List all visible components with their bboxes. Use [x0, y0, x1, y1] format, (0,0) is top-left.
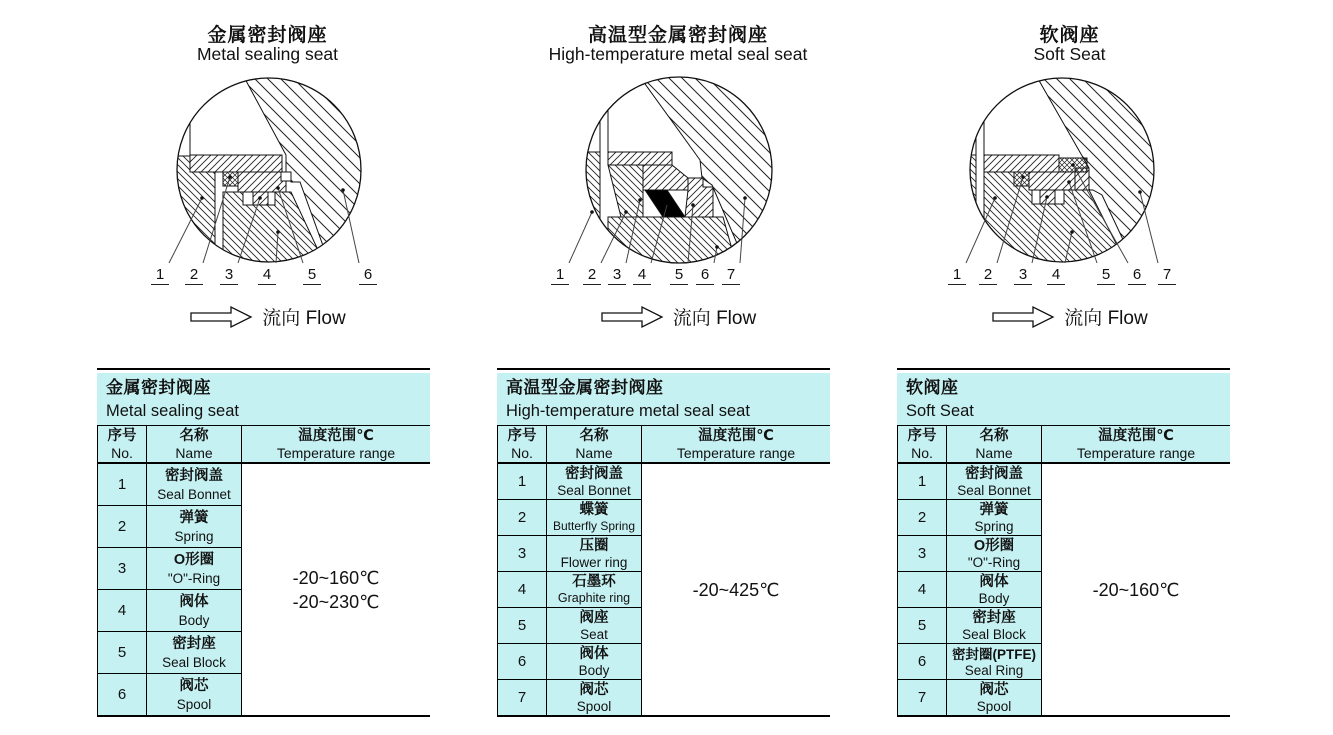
diagram-title-en: Soft Seat — [1033, 44, 1106, 64]
flow-indicator — [497, 303, 859, 330]
table-row: 6 阀体 Body — [497, 644, 642, 680]
table-row: 7 阀芯 Spool — [497, 680, 642, 715]
table-bottom-rule — [897, 715, 1230, 717]
table-title-en: High-temperature metal seal seat — [506, 402, 750, 420]
column-header-name: 名称 Name — [147, 426, 242, 462]
table-row: 2 弹簧 Spring — [97, 506, 242, 548]
table-body — [497, 464, 830, 715]
table-top-rule — [897, 368, 1230, 370]
table-row: 5 密封座 Seal Block — [97, 632, 242, 674]
table-top-rule — [97, 368, 430, 370]
table-title-en: Soft Seat — [906, 402, 974, 420]
table-row: 5 密封座 Seal Block — [897, 608, 1042, 644]
callout-label: 5 — [670, 265, 688, 285]
table-row: 4 阀体 Body — [97, 590, 242, 632]
table-row: 7 阀芯 Spool — [897, 680, 1042, 715]
callout-label: 4 — [633, 265, 651, 285]
callout-label: 6 — [1128, 265, 1146, 285]
callout-label: 2 — [185, 265, 203, 285]
temperature-range-cell: -20~425℃ — [642, 464, 830, 715]
parts-table-high-temp-seal-seat — [497, 368, 830, 717]
column-header-no: 序号 No. — [897, 426, 947, 462]
column-header-temperature: 温度范围℃ Temperature range — [676, 428, 796, 461]
callout-label: 1 — [948, 265, 966, 285]
table-title-en: Metal sealing seat — [106, 402, 239, 420]
flow-label: 流向 Flow — [1064, 308, 1148, 329]
table-row: 3 O形圈 "O"-Ring — [897, 536, 1042, 572]
callout-label: 1 — [551, 265, 569, 285]
callout-label: 4 — [1047, 265, 1065, 285]
callout-label: 7 — [1158, 265, 1176, 285]
callout-label: 2 — [979, 265, 997, 285]
callout-label: 3 — [220, 265, 238, 285]
diagram-title-en: Metal sealing seat — [196, 44, 339, 64]
callout-label: 3 — [608, 265, 626, 285]
table-row: 1 密封阀盖 Seal Bonnet — [97, 464, 242, 506]
table-row: 6 密封圈(PTFE) Seal Ring — [897, 644, 1042, 680]
callout-label: 6 — [359, 265, 377, 285]
flow-arrow-icon — [600, 304, 664, 330]
column-header-no: 序号 No. — [497, 426, 547, 462]
column-header-temperature: 温度范围℃ Temperature range — [1076, 428, 1196, 461]
parts-table-metal-sealing-seat — [97, 368, 430, 717]
table-body — [897, 464, 1230, 715]
flow-indicator — [95, 303, 440, 330]
table-title-zh: 软阀座 — [906, 378, 959, 397]
callout-label: 5 — [1097, 265, 1115, 285]
temperature-range-cell: -20~160℃ — [1042, 464, 1230, 715]
callout-label: 2 — [583, 265, 601, 285]
diagram-title-zh: 金属密封阀座 — [207, 25, 328, 46]
parts-table-soft-seat — [897, 368, 1230, 717]
diagram-high-temp-seal-seat — [497, 15, 859, 345]
table-row: 2 弹簧 Spring — [897, 500, 1042, 536]
column-header-name: 名称 Name — [547, 426, 642, 462]
table-row: 5 阀座 Seat — [497, 608, 642, 644]
diagram-soft-seat — [897, 15, 1242, 345]
callout-label: 3 — [1014, 265, 1032, 285]
table-row: 2 蝶簧 Butterfly Spring — [497, 500, 642, 536]
table-header-row — [497, 426, 830, 464]
table-body — [97, 464, 430, 715]
callout-label: 4 — [258, 265, 276, 285]
table-header-row — [97, 426, 430, 464]
table-bottom-rule — [97, 715, 430, 717]
diagram-metal-sealing-seat — [95, 15, 440, 345]
table-row: 3 O形圈 "O"-Ring — [97, 548, 242, 590]
cross-section-soft-seat — [897, 75, 1242, 290]
table-row: 4 阀体 Body — [897, 572, 1042, 608]
table-title-zh: 金属密封阀座 — [106, 378, 211, 397]
table-row: 3 压圈 Flower ring — [497, 536, 642, 572]
flow-label: 流向 Flow — [672, 308, 757, 329]
table-title — [897, 373, 1230, 426]
callout-label: 6 — [696, 265, 714, 285]
column-header-name: 名称 Name — [947, 426, 1042, 462]
table-row: 4 石墨环 Graphite ring — [497, 572, 642, 608]
callout-label: 5 — [303, 265, 321, 285]
cross-section-metal-seat — [95, 75, 440, 290]
table-bottom-rule — [497, 715, 830, 717]
diagram-title-zh: 高温型金属密封阀座 — [587, 25, 768, 46]
temperature-range-cell: -20~160℃ -20~230℃ — [242, 464, 430, 715]
flow-arrow-icon — [991, 304, 1055, 330]
diagram-title-zh: 软阀座 — [1039, 25, 1100, 46]
flow-indicator — [897, 303, 1242, 330]
table-row: 1 密封阀盖 Seal Bonnet — [897, 464, 1042, 500]
column-header-no: 序号 No. — [97, 426, 147, 462]
column-header-temperature: 温度范围℃ Temperature range — [276, 428, 396, 461]
callout-label: 1 — [151, 265, 169, 285]
table-row: 6 阀芯 Spool — [97, 674, 242, 715]
callout-label: 7 — [722, 265, 740, 285]
diagram-title-en: High-temperature metal seal seat — [548, 44, 808, 64]
table-title-zh: 高温型金属密封阀座 — [506, 378, 664, 397]
table-title — [97, 373, 430, 426]
table-title — [497, 373, 830, 426]
table-top-rule — [497, 368, 830, 370]
table-row: 1 密封阀盖 Seal Bonnet — [497, 464, 642, 500]
cross-section-high-temp-seat — [497, 75, 859, 290]
flow-arrow-icon — [189, 304, 253, 330]
table-header-row — [897, 426, 1230, 464]
flow-label: 流向 Flow — [262, 308, 346, 329]
